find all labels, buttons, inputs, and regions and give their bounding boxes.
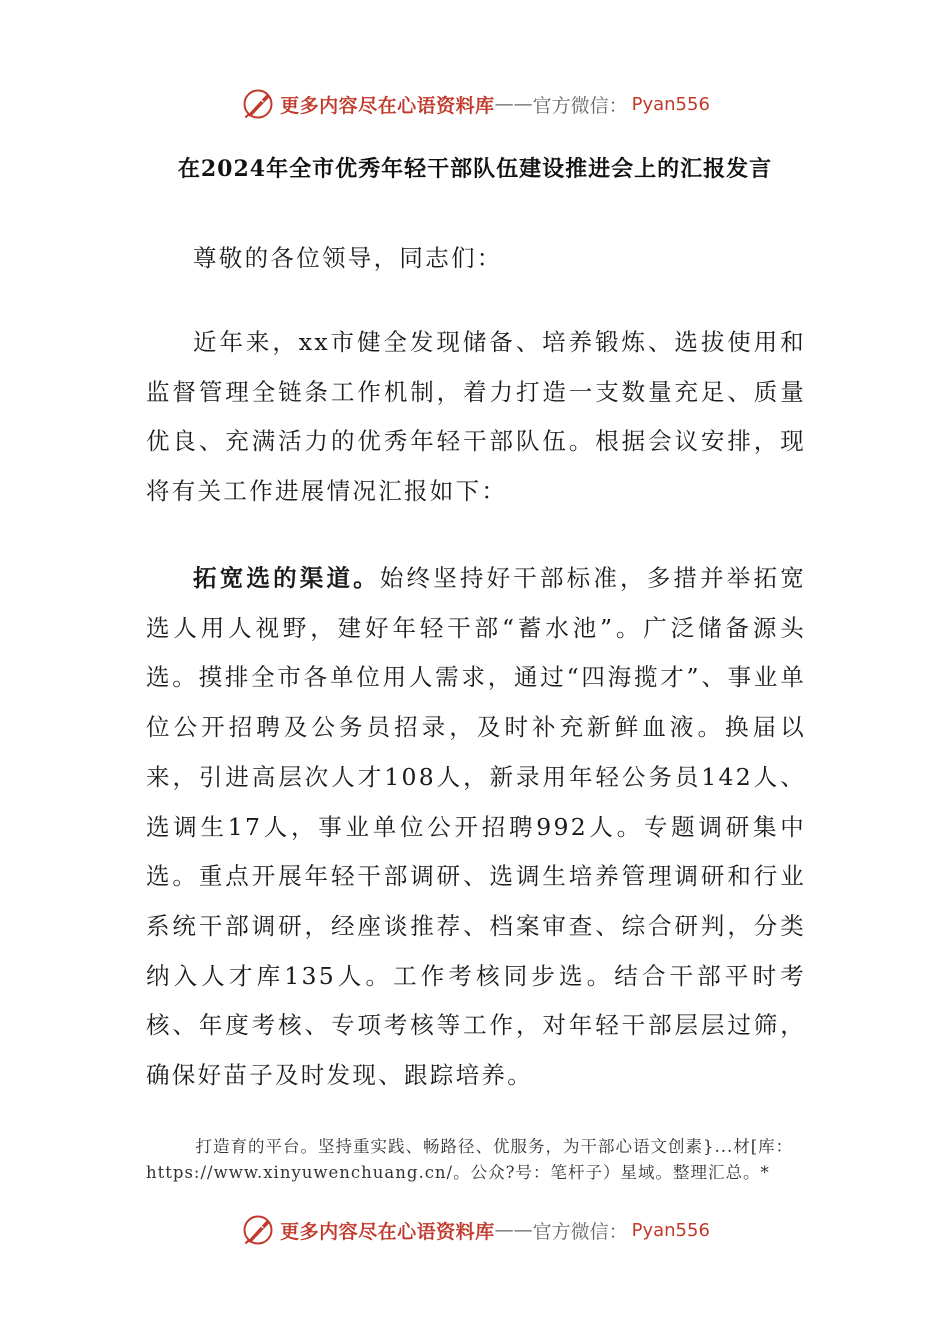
intro-paragraph: 近年来，xx市健全发现储备、培养锻炼、选拔使用和监督管理全链条工作机制，着力打造一支数量充足、质量优良、充满活力的优秀年轻干部队伍。根据会议安排，现将有关工作进展情况汇报如下： bbox=[146, 328, 806, 506]
watermark-banner-top bbox=[0, 84, 950, 124]
watermark-text: 更多内容尽在心语资料库 bbox=[280, 94, 495, 117]
document-title: 在2024年全市优秀年轻干部队伍建设推进会上的汇报发言 bbox=[177, 156, 773, 182]
watermark-text: 更多内容尽在心语资料库 bbox=[280, 1220, 495, 1243]
watermark-label: 官方微信： bbox=[532, 94, 628, 117]
section1-lead: 拓宽选的渠道。 bbox=[193, 564, 380, 592]
watermark-dash: —— bbox=[494, 93, 533, 115]
watermark-wechat-id: Pyan556 bbox=[631, 1219, 710, 1241]
footnote-text: 打造育的平台。坚持重实践、畅路径、优服务，为干部心语文创素}...材[库：https://www.xinyuwenchuang.cn/。公众?号：笔杆子）星域。整理汇总。* bbox=[146, 1137, 794, 1182]
greeting-paragraph: 尊敬的各位领导，同志们： bbox=[193, 244, 503, 272]
watermark-dash: —— bbox=[494, 1219, 533, 1241]
watermark-label: 官方微信： bbox=[532, 1220, 628, 1243]
watermark-banner-bottom bbox=[0, 1210, 950, 1250]
section1-body: 始终坚持好干部标准，多措并举拓宽选人用人视野，建好年轻干部“蓄水池”。广泛储备源头选。摸排全市各单位用人需求，通过“四海揽才”、事业单位公开招聘及公务员招录，及时补充新鲜血液。换届以来，引进高层次人才108人，新录用年轻公务员142人、选调生17人，事业单位公开招聘992人。专题调研集中选。重点开展年轻干部调研、选调生培养管理调研和行业系统干部调研，经座谈推荐、档案审查、综合研判，分类纳入人才库135人。工作考核同步选。结合干部平时考核、年度考核、专项考核等工作，对年轻干部层层过筛，确保好苗子及时发现、跟踪培养。 bbox=[146, 564, 806, 1090]
quill-pen-logo-icon bbox=[240, 1212, 276, 1248]
section1-paragraph bbox=[146, 554, 806, 1101]
quill-pen-logo-icon bbox=[240, 86, 276, 122]
watermark-wechat-id: Pyan556 bbox=[631, 93, 710, 115]
